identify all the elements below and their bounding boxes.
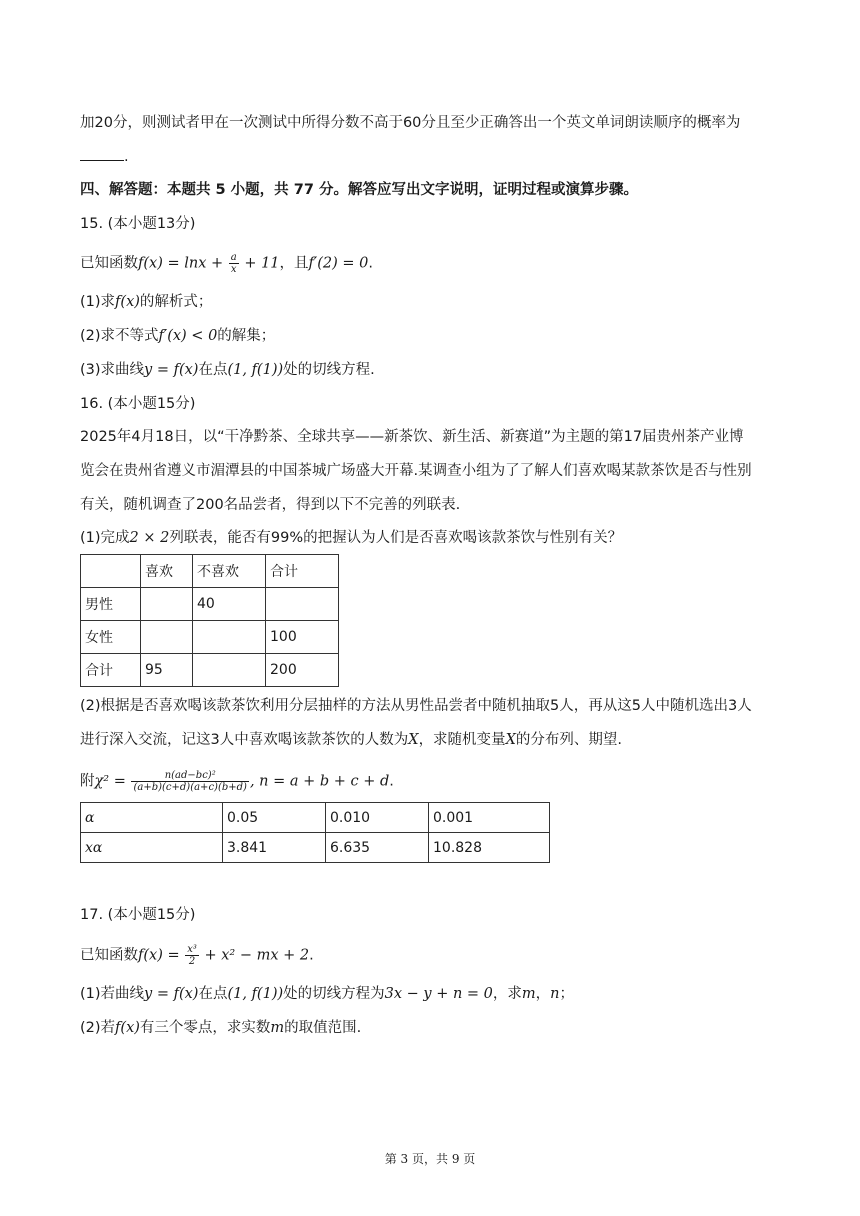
table-cell bbox=[193, 621, 266, 654]
formula: + 11 bbox=[239, 255, 280, 272]
text-span: ，求 bbox=[492, 986, 522, 1002]
question-16-part-2-line-2 bbox=[80, 730, 622, 750]
text-span: . bbox=[368, 255, 373, 272]
table-cell bbox=[193, 654, 266, 687]
fraction-denominator: (a+b)(c+d)(a+c)(b+d) bbox=[133, 782, 247, 793]
table-cell: α bbox=[81, 803, 223, 833]
table-cell: 女性 bbox=[81, 621, 141, 654]
formula: + x² − mx + 2 bbox=[199, 947, 310, 964]
text-span: 已知函数 bbox=[80, 947, 138, 964]
question-number: 15. (本小题13分) bbox=[80, 216, 196, 232]
table-cell: 100 bbox=[266, 621, 339, 654]
table-row bbox=[81, 555, 339, 588]
text-span: 的解集； bbox=[217, 328, 276, 344]
table-cell: 3.841 bbox=[223, 833, 326, 863]
question-15-stem bbox=[80, 252, 373, 275]
page-footer: 第 3 页，共 9 页 bbox=[384, 1152, 476, 1166]
table-cell bbox=[141, 588, 193, 621]
question-16-heading bbox=[80, 394, 195, 414]
question-17-stem bbox=[80, 944, 314, 967]
chi-square-formula bbox=[80, 770, 394, 793]
text-span: ， bbox=[535, 986, 551, 1002]
formula: (1, f(1)) bbox=[227, 362, 284, 378]
formula: f(x) bbox=[115, 1020, 140, 1036]
table-row bbox=[81, 621, 339, 654]
formula: f(x) = bbox=[138, 947, 185, 964]
fraction-numerator: n(ad−bc)² bbox=[131, 770, 248, 782]
question-16-stem-line-1 bbox=[80, 427, 744, 447]
question-17-heading bbox=[80, 905, 195, 925]
text-span: (2)求不等式 bbox=[80, 328, 159, 344]
formula: X bbox=[505, 732, 516, 748]
table-cell bbox=[266, 588, 339, 621]
text-span: 处的切线方程为 bbox=[283, 986, 385, 1002]
formula: X bbox=[408, 732, 419, 748]
text-span: 附 bbox=[80, 773, 95, 790]
formula: f′(x) < 0 bbox=[158, 328, 218, 344]
text-span: 的解析式； bbox=[139, 294, 213, 310]
question-15-part-2 bbox=[80, 326, 275, 346]
question-15-heading bbox=[80, 214, 195, 234]
text-span: . bbox=[124, 149, 129, 165]
text-span: 在点 bbox=[198, 986, 228, 1002]
formula: n bbox=[550, 986, 560, 1002]
table-row bbox=[81, 654, 339, 687]
text-span: 已知函数 bbox=[80, 255, 138, 272]
text-line bbox=[80, 113, 740, 133]
section-title: 四、解答题：本题共 5 小题，共 77 分。解答应写出文字说明，证明过程或演算步骤。 bbox=[80, 182, 638, 198]
formula: (1, f(1)) bbox=[227, 986, 284, 1002]
text-span: (1)求 bbox=[80, 294, 116, 310]
table-cell: 10.828 bbox=[429, 833, 550, 863]
table-cell: xα bbox=[81, 833, 223, 863]
text-span: (1)完成 bbox=[80, 530, 130, 546]
question-16-stem-line-3 bbox=[80, 495, 460, 515]
table-cell: 0.010 bbox=[326, 803, 429, 833]
answer-blank-line bbox=[80, 146, 129, 167]
table-cell: 不喜欢 bbox=[193, 555, 266, 588]
text-span: 览会在贵州省遵义市湄潭县的中国茶城广场盛大开幕.某调查小组为了了解人们喜欢喝某款茶饮是否与性别 bbox=[80, 463, 752, 479]
question-number: 17. (本小题15分) bbox=[80, 907, 196, 923]
text-span: . bbox=[389, 773, 394, 790]
fraction-numerator: a bbox=[230, 252, 237, 263]
text-span: 列联表，能否有99%的把握认为人们是否喜欢喝该款茶饮与性别有关？ bbox=[169, 530, 623, 546]
text-span: 的取值范围. bbox=[284, 1020, 362, 1036]
table-row bbox=[81, 803, 550, 833]
question-17-part-1 bbox=[80, 984, 574, 1004]
fraction bbox=[229, 252, 239, 275]
fraction bbox=[131, 770, 248, 793]
formula: f′(2) = 0 bbox=[308, 255, 369, 272]
table-cell: 200 bbox=[266, 654, 339, 687]
formula: 2 × 2 bbox=[129, 530, 170, 546]
formula: χ² = bbox=[94, 773, 131, 790]
answer-blank bbox=[80, 146, 124, 161]
text-span: 2025年4月18日，以“干净黔茶、全球共享——新茶饮、新生活、新赛道”为主题的第17届贵州茶产业博 bbox=[80, 429, 744, 445]
formula: 3x − y + n = 0 bbox=[384, 986, 493, 1002]
critical-value-table bbox=[80, 802, 550, 863]
contingency-table bbox=[80, 554, 339, 687]
question-15-part-3 bbox=[80, 360, 375, 380]
text-span: (1)若曲线 bbox=[80, 986, 145, 1002]
table-cell: 合计 bbox=[81, 654, 141, 687]
formula: y = f(x) bbox=[144, 986, 199, 1002]
text-span: . bbox=[309, 947, 314, 964]
question-number: 16. (本小题15分) bbox=[80, 396, 196, 412]
section-heading bbox=[80, 180, 638, 200]
table-row bbox=[81, 833, 550, 863]
formula: m bbox=[270, 1020, 285, 1036]
formula: , n = a + b + c + d bbox=[249, 773, 390, 790]
table-cell: 95 bbox=[141, 654, 193, 687]
fraction-denominator: x bbox=[230, 264, 237, 275]
table-cell: 合计 bbox=[266, 555, 339, 588]
text-span: 在点 bbox=[198, 362, 228, 378]
text-span: (2)若 bbox=[80, 1020, 116, 1036]
text-span: ，且 bbox=[279, 255, 309, 272]
formula: m bbox=[521, 986, 536, 1002]
question-17-part-2 bbox=[80, 1018, 361, 1038]
text-span: ，求随机变量 bbox=[418, 732, 506, 748]
table-cell: 男性 bbox=[81, 588, 141, 621]
text-span: 处的切线方程. bbox=[283, 362, 375, 378]
question-16-part-1 bbox=[80, 528, 622, 548]
text-span: 进行深入交流，记这3人中喜欢喝该款茶饮的人数为 bbox=[80, 732, 409, 748]
fraction-numerator: x³ bbox=[187, 944, 197, 955]
table-cell bbox=[141, 621, 193, 654]
text-span: (3)求曲线 bbox=[80, 362, 145, 378]
formula: y = f(x) bbox=[144, 362, 199, 378]
table-row bbox=[81, 588, 339, 621]
table-cell: 6.635 bbox=[326, 833, 429, 863]
fraction bbox=[185, 944, 199, 967]
fraction-denominator: 2 bbox=[188, 956, 196, 967]
table-cell: 40 bbox=[193, 588, 266, 621]
text-span: 加20分，则测试者甲在一次测试中所得分数不高于60分且至少正确答出一个英文单词朗读顺序的概率为 bbox=[80, 115, 741, 131]
question-16-stem-line-2 bbox=[80, 461, 752, 481]
text-span: 的分布列、期望. bbox=[515, 732, 622, 748]
text-span: 有关，随机调查了200名品尝者，得到以下不完善的列联表. bbox=[80, 497, 461, 513]
table-cell: 0.001 bbox=[429, 803, 550, 833]
table-cell: 0.05 bbox=[223, 803, 326, 833]
table-cell bbox=[81, 555, 141, 588]
text-span: 有三个零点，求实数 bbox=[139, 1020, 271, 1036]
question-15-part-1 bbox=[80, 292, 212, 312]
text-span: (2)根据是否喜欢喝该款茶饮利用分层抽样的方法从男性品尝者中随机抽取5人，再从这5人中随机选出3人 bbox=[80, 698, 752, 714]
text-span: ； bbox=[559, 986, 574, 1002]
table-cell: 喜欢 bbox=[141, 555, 193, 588]
formula: f(x) = lnx + bbox=[138, 255, 228, 272]
formula: f(x) bbox=[115, 294, 140, 310]
question-16-part-2-line-1 bbox=[80, 696, 752, 716]
